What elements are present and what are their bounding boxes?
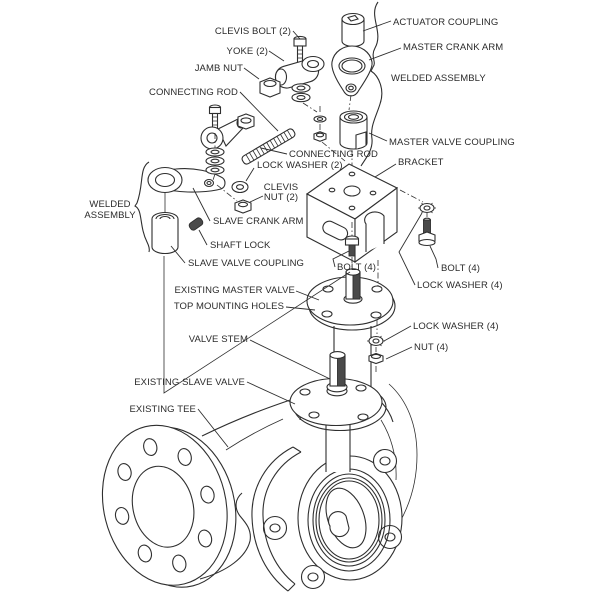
label-actuator-coupling: ACTUATOR COUPLING: [393, 17, 499, 28]
label-welded-assembly-right: WELDED ASSEMBLY: [391, 73, 486, 84]
label-lock-washer-4-lower: LOCK WASHER (4): [413, 321, 499, 332]
master-crank-arm-part: [332, 46, 372, 96]
label-welded-assembly-left-line1: WELDED: [89, 199, 131, 210]
label-master-valve-coupling: MASTER VALVE COUPLING: [389, 137, 515, 148]
label-bolt-4-right: BOLT (4): [441, 263, 480, 274]
label-lock-washer-2: LOCK WASHER (2): [257, 160, 343, 171]
label-clevis-nut-line1: CLEVIS: [263, 182, 299, 193]
label-connecting-rod-center: CONNECTING ROD: [289, 149, 379, 160]
master-valve-coupling-part: [340, 111, 367, 149]
existing-slave-valve-part: [252, 352, 417, 591]
label-lock-washer-4-upper: LOCK WASHER (4): [417, 280, 503, 291]
small-washer-part: [314, 116, 326, 122]
alignment-line: [164, 256, 350, 393]
slave-valve-stem: [327, 352, 347, 396]
jamb-nut-part: [260, 78, 280, 97]
label-connecting-rod-left: CONNECTING ROD: [148, 87, 238, 98]
label-welded-assembly-left-line2: ASSEMBLY: [84, 210, 136, 221]
explode-axis: [349, 95, 351, 110]
small-nut-part: [314, 132, 326, 142]
welded-assembly-brace-left: [135, 162, 149, 252]
jamb-nut-right-part: [238, 114, 254, 129]
label-valve-stem: VALVE STEM: [188, 334, 248, 345]
label-bracket: BRACKET: [398, 157, 444, 168]
label-nut-4: NUT (4): [414, 342, 449, 353]
nut-4-part: [369, 354, 383, 364]
clevis-nut-part: [235, 200, 251, 213]
label-clevis-bolt: CLEVIS BOLT (2): [214, 26, 291, 37]
lock-washer-2-part: [232, 182, 248, 193]
yoke-washers-part: [292, 84, 310, 102]
bolt-4-right-part: [400, 190, 436, 246]
label-existing-slave-valve: EXISTING SLAVE VALVE: [134, 377, 245, 388]
label-existing-master-valve-line2: TOP MOUNTING HOLES: [173, 301, 284, 312]
shaft-lock-part: [188, 217, 204, 232]
label-existing-master-valve-line1: EXISTING MASTER VALVE: [174, 285, 295, 296]
label-jamb-nut: JAMB NUT: [194, 63, 243, 74]
existing-master-valve-part: [307, 269, 395, 392]
label-slave-crank-arm: SLAVE CRANK ARM: [213, 216, 304, 227]
explode-axis: [303, 103, 317, 112]
label-existing-tee: EXISTING TEE: [129, 404, 196, 415]
actuator-coupling-part: [342, 14, 364, 47]
label-clevis-nut-line2: NUT (2): [263, 192, 299, 203]
label-yoke: YOKE (2): [226, 46, 268, 57]
label-slave-valve-coupling: SLAVE VALVE COUPLING: [188, 258, 305, 269]
label-master-crank-arm: MASTER CRANK ARM: [403, 42, 504, 53]
label-shaft-lock: SHAFT LOCK: [210, 240, 271, 251]
label-bolt-4-center: BOLT (4): [337, 262, 376, 273]
slave-valve-coupling-part: [152, 213, 178, 254]
rod-washers-part: [206, 148, 224, 174]
